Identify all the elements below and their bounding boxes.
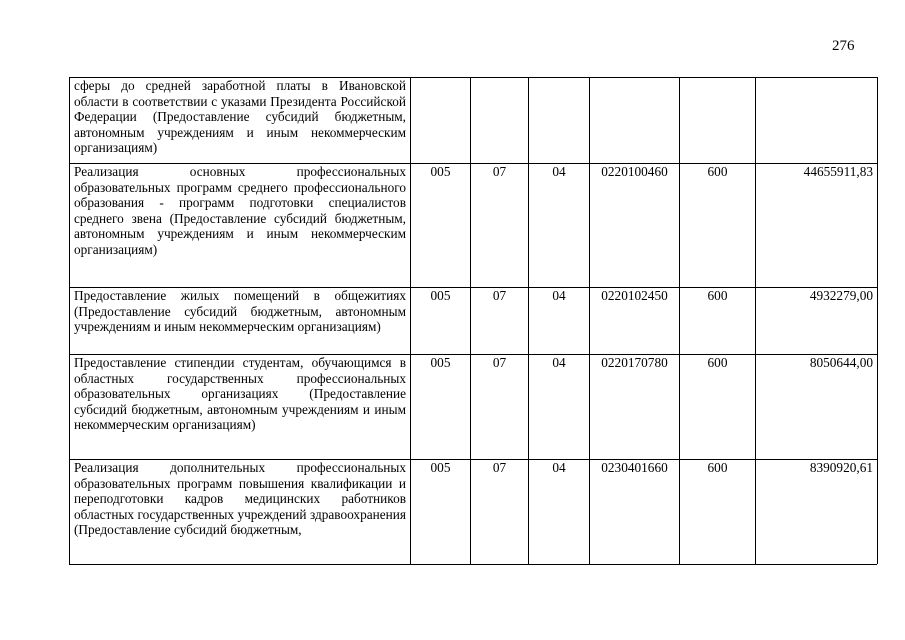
table-row <box>70 78 878 164</box>
row-description: сферы до средней заработной платы в Ивановской области в соответствии с указами Президента Российской Федерации (Предоставление субсидий бюджетным, автономным учреждениям и иным некоммерческим организациям) <box>70 78 411 164</box>
row-ministry-code: 005 <box>411 288 471 355</box>
table-row <box>70 460 878 565</box>
row-section-code: 07 <box>471 164 529 288</box>
row-expense-type: 600 <box>680 355 756 460</box>
row-expense-type: 600 <box>680 164 756 288</box>
row-ministry-code: 005 <box>411 164 471 288</box>
row-expense-type: 600 <box>680 288 756 355</box>
row-description: Реализация основных профессиональных образовательных программ среднего профессионального образования - программ подготовки специалистов среднего звена (Предоставление субсидий бюджетным, автономным учреждениям и иным некоммерческим организациям) <box>70 164 411 288</box>
table-row <box>70 288 878 355</box>
row-ministry-code: 005 <box>411 460 471 565</box>
row-description: Предоставление стипендии студентам, обучающимся в областных государственных профессиональных образовательных организациях (Предоставление субсидий бюджетным, автономным учреждениям и иным некоммерческим организациям) <box>70 355 411 460</box>
row-subsection-code: 04 <box>529 288 590 355</box>
row-subsection-code <box>529 78 590 164</box>
budget-table <box>69 77 878 564</box>
row-subsection-code: 04 <box>529 460 590 565</box>
row-amount: 44655911,83 <box>756 164 878 288</box>
row-amount: 8390920,61 <box>756 460 878 565</box>
row-expense-type: 600 <box>680 460 756 565</box>
row-target-code <box>590 78 680 164</box>
row-target-code: 0220102450 <box>590 288 680 355</box>
row-expense-type <box>680 78 756 164</box>
row-amount: 8050644,00 <box>756 355 878 460</box>
row-amount <box>756 78 878 164</box>
row-ministry-code <box>411 78 471 164</box>
row-subsection-code: 04 <box>529 355 590 460</box>
row-ministry-code: 005 <box>411 355 471 460</box>
table-bottom-border <box>69 564 877 565</box>
row-description: Предоставление жилых помещений в общежитиях (Предоставление субсидий бюджетным, автономным учреждениям и иным некоммерческим организациям) <box>70 288 411 355</box>
table-row <box>70 355 878 460</box>
page-number: 276 <box>832 38 855 54</box>
row-section-code <box>471 78 529 164</box>
row-section-code: 07 <box>471 288 529 355</box>
row-amount: 4932279,00 <box>756 288 878 355</box>
row-description: Реализация дополнительных профессиональных образовательных программ повышения квалификации и переподготовки кадров медицинских работников областных государственных учреждений здравоохранения (Предоставление субсидий бюджетным, <box>70 460 411 565</box>
row-target-code: 0230401660 <box>590 460 680 565</box>
row-target-code: 0220100460 <box>590 164 680 288</box>
table-viewport <box>69 77 881 564</box>
row-target-code: 0220170780 <box>590 355 680 460</box>
row-subsection-code: 04 <box>529 164 590 288</box>
row-section-code: 07 <box>471 460 529 565</box>
row-section-code: 07 <box>471 355 529 460</box>
table-row <box>70 164 878 288</box>
